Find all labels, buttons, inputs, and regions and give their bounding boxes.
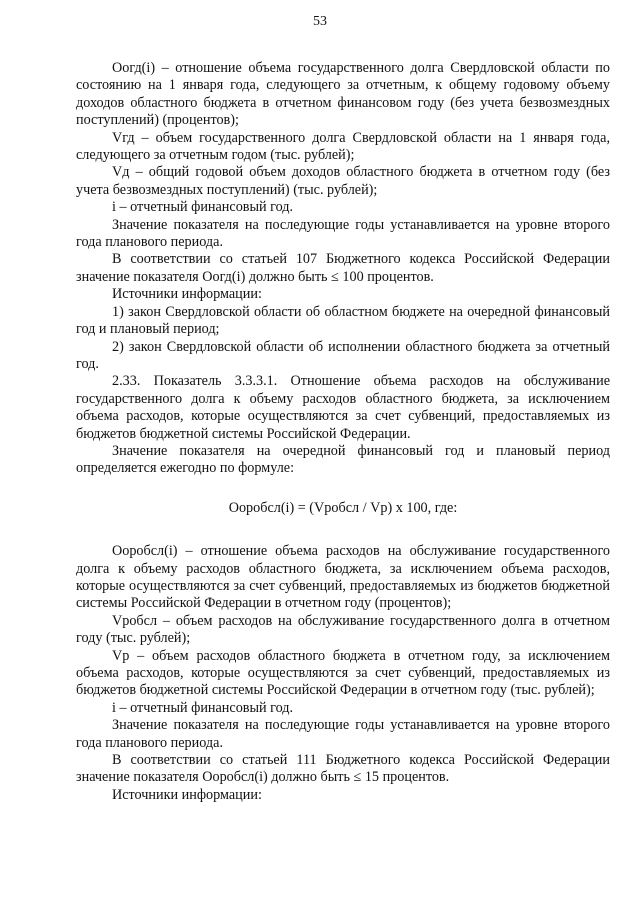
definition-i: i – отчетный финансовый год. [112,199,294,216]
paragraph-later-years-2: Значение показателя на последующие годы устанавливается на уровне второго года планового периода. [76,717,610,751]
sources-heading: Источники информации: [112,286,262,303]
indicator-2-33-heading: 2.33. Показатель 3.3.3.1. Отношение объема расходов на обслуживание государственного долга к объему расходов областного бюджета, за исключением объема расходов, которые осуществляются за счет субвенций, предоставляемых из бюджетов бюджетной системы Российской Федерации. [76,373,610,442]
sources-heading-2: Источники информации: [112,786,262,803]
definition-oogd: Оогд(i) – отношение объема государственного долга Свердловской области по состоянию на 1 января года, следующего за отчетным, к общему годовому объему доходов областного бюджета в отчетном финансовом году (без учета безвозмездных поступлений) (процентов); [76,60,610,129]
definition-vr: Vр – объем расходов областного бюджета в отчетном году, за исключением объема расходов, которые осуществляются за счет субвенций, предоставляемых из бюджетов бюджетной системы Российской Федерации в отчетном году (тыс. рублей); [76,647,610,699]
definition-i-2: i – отчетный финансовый год. [112,699,294,716]
definition-vrobsl: Vробсл – объем расходов на обслуживание государственного долга в отчетном году (тыс. рублей); [76,612,610,647]
paragraph-article-111: В соответствии со статьей 111 Бюджетного кодекса Российской Федерации значение показателя Ооробсл(i) должно быть ≤ 15 процентов. [76,752,610,786]
paragraph-later-years: Значение показателя на последующие годы устанавливается на уровне второго года планового периода. [76,216,610,251]
formula: Ооробсл(i) = (Vробсл / Vр) x 100, где: [228,499,458,516]
definition-vd: Vд – общий годовой объем доходов областного бюджета в отчетном году (без учета безвозмездных поступлений) (тыс. рублей); [76,164,610,198]
paragraph-formula-intro: Значение показателя на очередной финансовый год и плановый период определяется ежегодно по формуле: [76,442,610,477]
source-item-1: 1) закон Свердловской области об областном бюджете на очередной финансовый год и плановый период; [76,303,610,338]
source-item-2: 2) закон Свердловской области об исполнении областного бюджета за отчетный год. [76,338,610,372]
definition-vgd: Vгд – объем государственного долга Свердловской области на 1 января года, следующего за отчетным годом (тыс. рублей); [76,129,610,164]
definition-oorobsl: Ооробсл(i) – отношение объема расходов на обслуживание государственного долга к объему расходов областного бюджета, за исключением объема расходов, которые осуществляются за счет субвенций, предоставляемых из бюджетов бюджетной системы Российской Федерации в отчетном году (процентов); [76,543,610,612]
paragraph-article-107: В соответствии со статьей 107 Бюджетного кодекса Российской Федерации значение показателя Оогд(i) должно быть ≤ 100 процентов. [76,251,610,285]
document-body [76,60,610,804]
page-number: 53 [313,14,327,29]
